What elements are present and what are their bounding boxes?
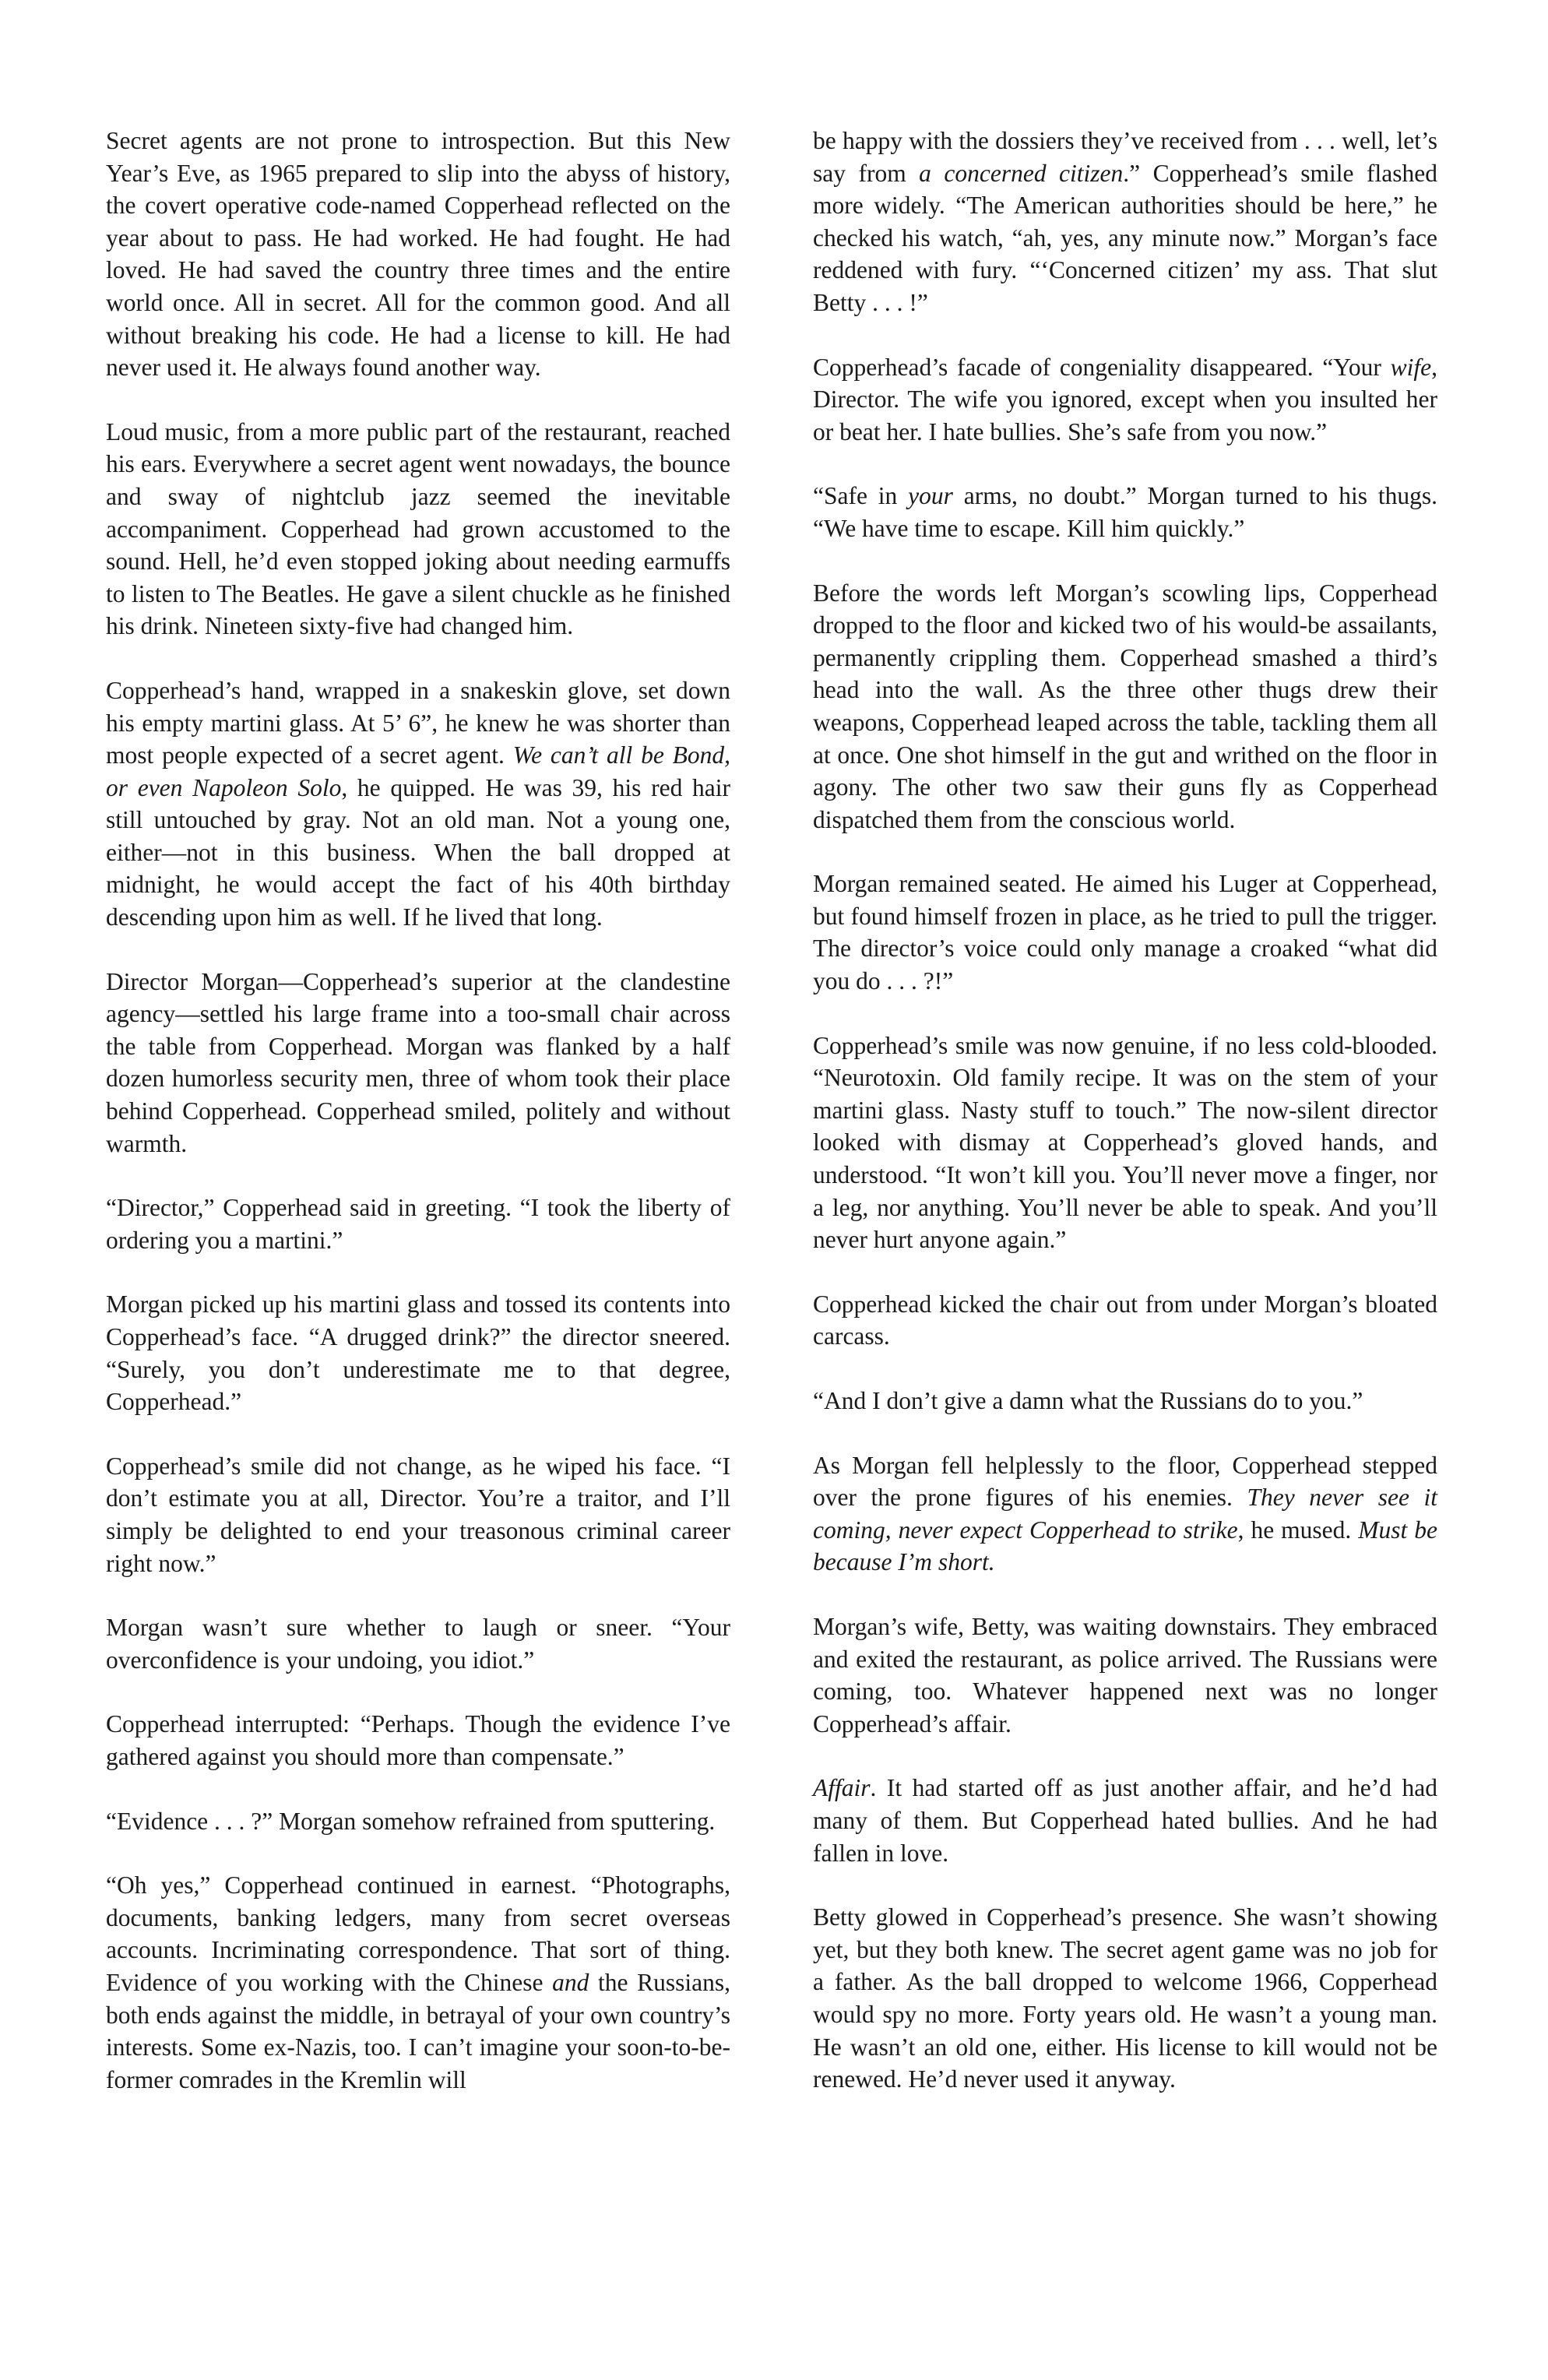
left-text-column — [106, 125, 730, 2128]
italic-text: a concerned citizen — [919, 159, 1124, 187]
text-segment: Director Morgan—Copperhead’s superior at the clandestine agency—settled his large frame into a too-small chair across the table from Copperhead. Morgan was flanked by a half dozen humorless security men, three of whom took their place behind Copperhead. Copperhead smiled, politely and without warmth. — [106, 967, 730, 1157]
paragraph — [813, 1901, 1437, 2096]
paragraph — [106, 1288, 730, 1417]
text-segment: Copperhead’s hand, wrapped in a snakeskin glove, set down his empty martini glass. At 5’ 6”, he knew he was shorter than most people expected of a secret agent. — [106, 676, 730, 769]
italic-text: wife — [1390, 353, 1432, 381]
text-segment: Morgan picked up his martini glass and tossed its contents into Copperhead’s face. “A drugged drink?” the director sneered. “Surely, you don’t underestimate me to that degree, Copperhead.” — [106, 1290, 730, 1416]
italic-text: Must be because I’m short. — [813, 1516, 1437, 1576]
paragraph — [106, 1708, 730, 1773]
text-segment: “Safe in — [813, 482, 909, 510]
paragraph — [813, 1611, 1437, 1740]
text-segment: Betty glowed in Copperhead’s presence. She wasn’t showing yet, but they both knew. The secret agent game was no job for a father. As the ball dropped to welcome 1966, Copperhead would spy no more. Forty years old. He wasn’t a young man. He wasn’t an old one, either. His license to kill would not be renewed. He’d never used it anyway. — [813, 1903, 1437, 2093]
paragraph — [813, 868, 1437, 997]
paragraph — [106, 125, 730, 384]
paragraph — [106, 1450, 730, 1579]
paragraph — [813, 1449, 1437, 1579]
text-segment: Morgan remained seated. He aimed his Luger at Copperhead, but found himself frozen in place, as he tried to pull the trigger. The director’s voice could only manage a croaked “what did you do . . . ?!” — [813, 870, 1437, 995]
text-segment: , he mused. — [1237, 1516, 1359, 1544]
text-segment: “And I don’t give a damn what the Russians do to you.” — [813, 1387, 1363, 1414]
italic-text: We can’t all be Bond, or even Napoleon Solo — [106, 741, 730, 801]
text-segment: , he quipped. He was 39, his red hair still untouched by gray. Not an old man. Not a young one, either—not in this business. When the ball dropped at midnight, he would accept the fact of his 40th birthday descending upon him as well. If he lived that long. — [106, 773, 730, 931]
text-segment: “Director,” Copperhead said in greeting. “I took the liberty of ordering you a martini.” — [106, 1194, 730, 1254]
text-segment: .” Copperhead’s smile flashed more widely. “The American authorities should be here,” he checked his watch, “ah, yes, any minute now.” Morgan’s face reddened with fury. “‘Concerned citizen’ my ass. That slut Betty . . . !” — [813, 159, 1437, 316]
paragraph — [813, 1772, 1437, 1869]
text-segment: “Oh yes,” Copperhead continued in earnest. “Photographs, documents, banking ledgers, many from secret overseas accounts. Incriminating correspondence. That sort of thing. Evidence of you working with the Chinese — [106, 1871, 730, 1996]
text-segment: , Director. The wife you ignored, except when you insulted her or beat her. I hate bullies. She’s safe from you now.” — [813, 353, 1437, 445]
text-segment: Copperhead interrupted: “Perhaps. Though the evidence I’ve gathered against you should more than compensate.” — [106, 1710, 730, 1770]
text-segment: Copperhead’s facade of congeniality disappeared. “Your — [813, 353, 1391, 381]
paragraph — [106, 1611, 730, 1676]
text-segment: Morgan’s wife, Betty, was waiting downstairs. They embraced and exited the restaurant, as police arrived. The Russians were coming, too. Whatever happened next was no longer Copperhead’s affair. — [813, 1612, 1437, 1737]
italic-text: They never see it coming, never expect Copperhead to strike — [813, 1484, 1437, 1544]
text-segment: Secret agents are not prone to introspection. But this New Year’s Eve, as 1965 prepared to slip into the abyss of history, the covert operative code-named Copperhead reflected on the year about to pass. He had worked. He had fought. He had loved. He had saved the country three times and the entire world once. All in secret. All for the common good. And all without breaking his code. He had a license to kill. He had never used it. He always found another way. — [106, 127, 730, 382]
text-segment: arms, no doubt.” Morgan turned to his thugs. “We have time to escape. Kill him quickly.” — [813, 482, 1437, 542]
paragraph — [813, 577, 1437, 836]
paragraph — [813, 351, 1437, 449]
text-segment: be happy with the dossiers they’ve received from . . . well, let’s say from — [813, 127, 1437, 187]
paragraph — [813, 1385, 1437, 1417]
italic-text: Affair — [813, 1774, 871, 1802]
paragraph — [813, 480, 1437, 544]
text-segment: Copperhead’s smile did not change, as he wiped his face. “I don’t estimate you at all, Director. You’re a traitor, and I’ll simply be delighted to end your treasonous criminal career right now.” — [106, 1452, 730, 1577]
paragraph — [106, 1192, 730, 1256]
text-segment: . It had started off as just another affair, and he’d had many of them. But Copperhead hated bullies. And he had fallen in love. — [813, 1774, 1437, 1867]
paragraph — [106, 674, 730, 934]
right-text-column — [813, 125, 1437, 2128]
text-segment: the Russians, both ends against the middle, in betrayal of your own country’s interests. Some ex-Nazis, too. I can’t imagine your soon-to-be-former comrades in the Kremlin will — [106, 1968, 730, 2093]
paragraph — [813, 125, 1437, 319]
italic-text: and — [552, 1968, 589, 1996]
paragraph — [106, 416, 730, 643]
text-segment: As Morgan fell helplessly to the floor, Copperhead stepped over the prone figures of his enemies. — [813, 1451, 1437, 1512]
text-segment: Copperhead’s smile was now genuine, if no less cold-blooded. “Neurotoxin. Old family recipe. It was on the stem of your martini glass. Nasty stuff to touch.” The now-silent director looked with dismay at Copperhead’s gloved hands, and understood. “It won’t kill you. You’ll never move a finger, nor a leg, nor anything. You’ll never be able to speak. And you’ll never hurt anyone again.” — [813, 1031, 1437, 1254]
paragraph — [106, 966, 730, 1160]
paragraph — [106, 1869, 730, 2096]
text-segment: “Evidence . . . ?” Morgan somehow refrained from sputtering. — [106, 1807, 716, 1835]
italic-text: your — [908, 482, 953, 510]
paragraph — [106, 1805, 730, 1838]
text-segment: Before the words left Morgan’s scowling lips, Copperhead dropped to the floor and kicked two of his would-be assailants, permanently crippling them. Copperhead smashed a third’s head into the wall. As the three other thugs drew their weapons, Copperhead leaped across the table, tackling them all at once. One shot himself in the gut and writhed on the floor in agony. The other two saw their guns fly as Copperhead dispatched them from the conscious world. — [813, 579, 1437, 833]
paragraph — [813, 1288, 1437, 1353]
paragraph — [813, 1030, 1437, 1256]
text-segment: Morgan wasn’t sure whether to laugh or sneer. “Your overconfidence is your undoing, you idiot.” — [106, 1614, 730, 1674]
text-segment: Copperhead kicked the chair out from under Morgan’s bloated carcass. — [813, 1290, 1437, 1350]
text-segment: Loud music, from a more public part of the restaurant, reached his ears. Everywhere a secret agent went nowadays, the bounce and sway of nightclub jazz seemed the inevitable accompaniment. Copperhead had grown accustomed to the sound. Hell, he’d even stopped joking about needing earmuffs to listen to The Beatles. He gave a silent chuckle as he finished his drink. Nineteen sixty-five had changed him. — [106, 417, 730, 640]
